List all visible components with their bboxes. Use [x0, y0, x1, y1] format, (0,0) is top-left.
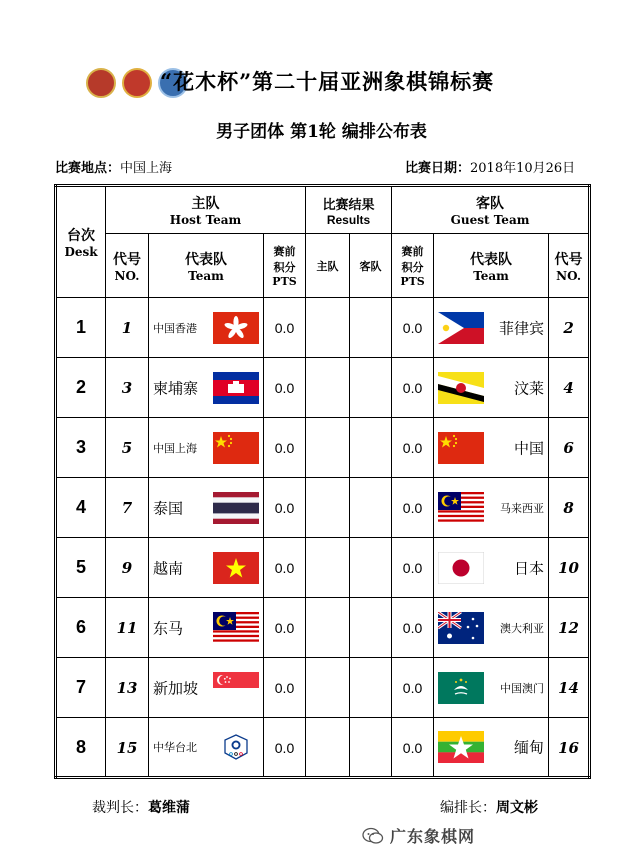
host-pts: 0.0	[264, 418, 306, 478]
australia-flag-icon	[438, 612, 484, 644]
malaysia-flag-icon	[213, 612, 259, 644]
host-pts: 0.0	[264, 718, 306, 778]
result-host-cell	[306, 718, 350, 778]
result-host-cell	[306, 418, 350, 478]
arbiter-info	[440, 797, 538, 817]
host-team-name: 新加坡	[153, 679, 199, 697]
guest-team-name: 缅甸	[514, 738, 545, 757]
desk-number: 7	[56, 658, 106, 718]
table-row	[56, 658, 590, 718]
host-team-no: 15	[106, 718, 149, 778]
guest-pts: 0.0	[392, 598, 434, 658]
result-guest-cell	[350, 418, 392, 478]
host-pts: 0.0	[264, 598, 306, 658]
guest-team	[434, 298, 549, 358]
association-logo-1	[86, 68, 116, 98]
desk-number: 2	[56, 358, 106, 418]
host-pts: 0.0	[264, 298, 306, 358]
vietnam-flag-icon	[213, 552, 259, 584]
table-row	[56, 358, 590, 418]
cambodia-flag-icon	[213, 372, 259, 404]
guest-team	[434, 718, 549, 778]
result-host-header: 主队	[306, 234, 350, 298]
guest-team-no: 4	[549, 358, 590, 418]
referee-info	[92, 797, 190, 817]
result-host-cell	[306, 538, 350, 598]
desk-number: 8	[56, 718, 106, 778]
results-header: 比赛结果 Results	[306, 186, 392, 234]
guest-team-name: 汶莱	[514, 379, 545, 397]
page-subtitle: 男子团体 第1轮 编排公布表	[216, 122, 427, 142]
guest-team-name: 日本	[514, 559, 545, 577]
guest-team-header: 客队 Guest Team	[392, 186, 590, 234]
host-pts: 0.0	[264, 538, 306, 598]
host-team	[149, 718, 264, 778]
host-team	[149, 418, 264, 478]
guest-team-no: 6	[549, 418, 590, 478]
host-pts: 0.0	[264, 658, 306, 718]
date-value: 2018年10月26日	[470, 161, 576, 176]
desk-number: 5	[56, 538, 106, 598]
brunei-flag-icon	[438, 372, 484, 404]
guest-pts: 0.0	[392, 298, 434, 358]
japan-flag-icon	[438, 552, 484, 584]
host-team-no: 7	[106, 478, 149, 538]
result-host-cell	[306, 478, 350, 538]
host-team-no: 3	[106, 358, 149, 418]
guest-team	[434, 478, 549, 538]
result-guest-cell	[350, 598, 392, 658]
result-guest-cell	[350, 358, 392, 418]
hong-kong-flag-icon	[213, 312, 259, 344]
guest-pts: 0.0	[392, 478, 434, 538]
table-row	[56, 298, 590, 358]
result-guest-cell	[350, 538, 392, 598]
guest-team-no: 10	[549, 538, 590, 598]
host-team-no: 1	[106, 298, 149, 358]
guest-team-no: 2	[549, 298, 590, 358]
result-host-cell	[306, 658, 350, 718]
host-team-col-header: 代表队 Team	[149, 234, 264, 298]
desk-number: 3	[56, 418, 106, 478]
host-team-header: 主队 Host Team	[106, 186, 306, 234]
table-row	[56, 718, 590, 778]
host-team-no: 9	[106, 538, 149, 598]
result-guest-cell	[350, 478, 392, 538]
referee-name: 葛维蒲	[148, 800, 190, 816]
result-guest-header: 客队	[350, 234, 392, 298]
host-team	[149, 358, 264, 418]
myanmar-flag-icon	[438, 731, 484, 763]
host-team-name: 东马	[153, 619, 184, 637]
philippines-flag-icon	[438, 312, 484, 344]
venue-value: 中国上海	[120, 161, 173, 176]
guest-team-col-header: 代表队 Team	[434, 234, 549, 298]
malaysia-flag-icon	[438, 492, 484, 524]
chinese-taipei-flag-icon	[213, 731, 259, 763]
guest-team-no: 14	[549, 658, 590, 718]
china-flag-icon	[438, 432, 484, 464]
result-host-cell	[306, 298, 350, 358]
host-team	[149, 478, 264, 538]
watermark	[362, 824, 475, 847]
venue-label: 比赛地点：	[55, 161, 121, 176]
guest-team	[434, 658, 549, 718]
guest-team	[434, 538, 549, 598]
guest-pts-header: 赛前 积分 PTS	[392, 234, 434, 298]
guest-team	[434, 358, 549, 418]
guest-pts: 0.0	[392, 538, 434, 598]
result-host-cell	[306, 598, 350, 658]
thailand-flag-icon	[213, 492, 259, 524]
guest-team-name: 马来西亚	[500, 501, 545, 515]
desk-number: 6	[56, 598, 106, 658]
page-title: “花木杯”第二十届亚洲象棋锦标赛	[160, 69, 495, 94]
guest-pts: 0.0	[392, 418, 434, 478]
host-team-no: 13	[106, 658, 149, 718]
macau-flag-icon	[438, 672, 484, 704]
venue-info	[55, 157, 172, 176]
host-team-no: 11	[106, 598, 149, 658]
host-team	[149, 598, 264, 658]
host-team-name: 泰国	[153, 499, 184, 517]
table-row	[56, 418, 590, 478]
host-pts: 0.0	[264, 358, 306, 418]
wechat-icon	[362, 827, 384, 845]
arbiter-name: 周文彬	[496, 800, 538, 816]
host-team-name: 越南	[153, 559, 184, 577]
guest-pts: 0.0	[392, 658, 434, 718]
host-pts: 0.0	[264, 478, 306, 538]
date-label: 比赛日期：	[405, 161, 471, 176]
guest-team-name: 澳大利亚	[500, 621, 545, 635]
result-guest-cell	[350, 298, 392, 358]
guest-team	[434, 598, 549, 658]
host-team-no: 5	[106, 418, 149, 478]
pairing-table	[54, 184, 591, 779]
guest-team-name: 中国	[514, 439, 545, 457]
watermark-text: 广东象棋网	[390, 827, 476, 846]
guest-team	[434, 418, 549, 478]
host-team-name: 柬埔寨	[153, 379, 199, 397]
result-guest-cell	[350, 718, 392, 778]
guest-no-header: 代号 NO.	[549, 234, 590, 298]
result-guest-cell	[350, 658, 392, 718]
guest-team-name: 菲律宾	[499, 319, 545, 337]
host-team-name: 中国上海	[153, 441, 197, 455]
host-team-name: 中华台北	[153, 741, 197, 754]
guest-team-no: 12	[549, 598, 590, 658]
host-team	[149, 538, 264, 598]
host-no-header: 代号 NO.	[106, 234, 149, 298]
guest-team-no: 8	[549, 478, 590, 538]
desk-number: 4	[56, 478, 106, 538]
china-flag-icon	[213, 432, 259, 464]
host-team	[149, 298, 264, 358]
table-row	[56, 598, 590, 658]
table-row	[56, 538, 590, 598]
date-info	[405, 157, 575, 176]
host-team-name: 中国香港	[153, 321, 197, 335]
arbiter-label: 编排长：	[440, 800, 496, 816]
guest-team-name: 中国澳门	[500, 681, 545, 695]
guest-pts: 0.0	[392, 358, 434, 418]
association-logo-2	[122, 68, 152, 98]
result-host-cell	[306, 358, 350, 418]
desk-number: 1	[56, 298, 106, 358]
guest-pts: 0.0	[392, 718, 434, 778]
desk-header: 台次 Desk	[56, 186, 106, 298]
host-pts-header: 赛前 积分 PTS	[264, 234, 306, 298]
singapore-flag-icon	[213, 672, 259, 704]
table-row	[56, 478, 590, 538]
referee-label: 裁判长：	[92, 800, 148, 816]
guest-team-no: 16	[549, 718, 590, 778]
host-team	[149, 658, 264, 718]
